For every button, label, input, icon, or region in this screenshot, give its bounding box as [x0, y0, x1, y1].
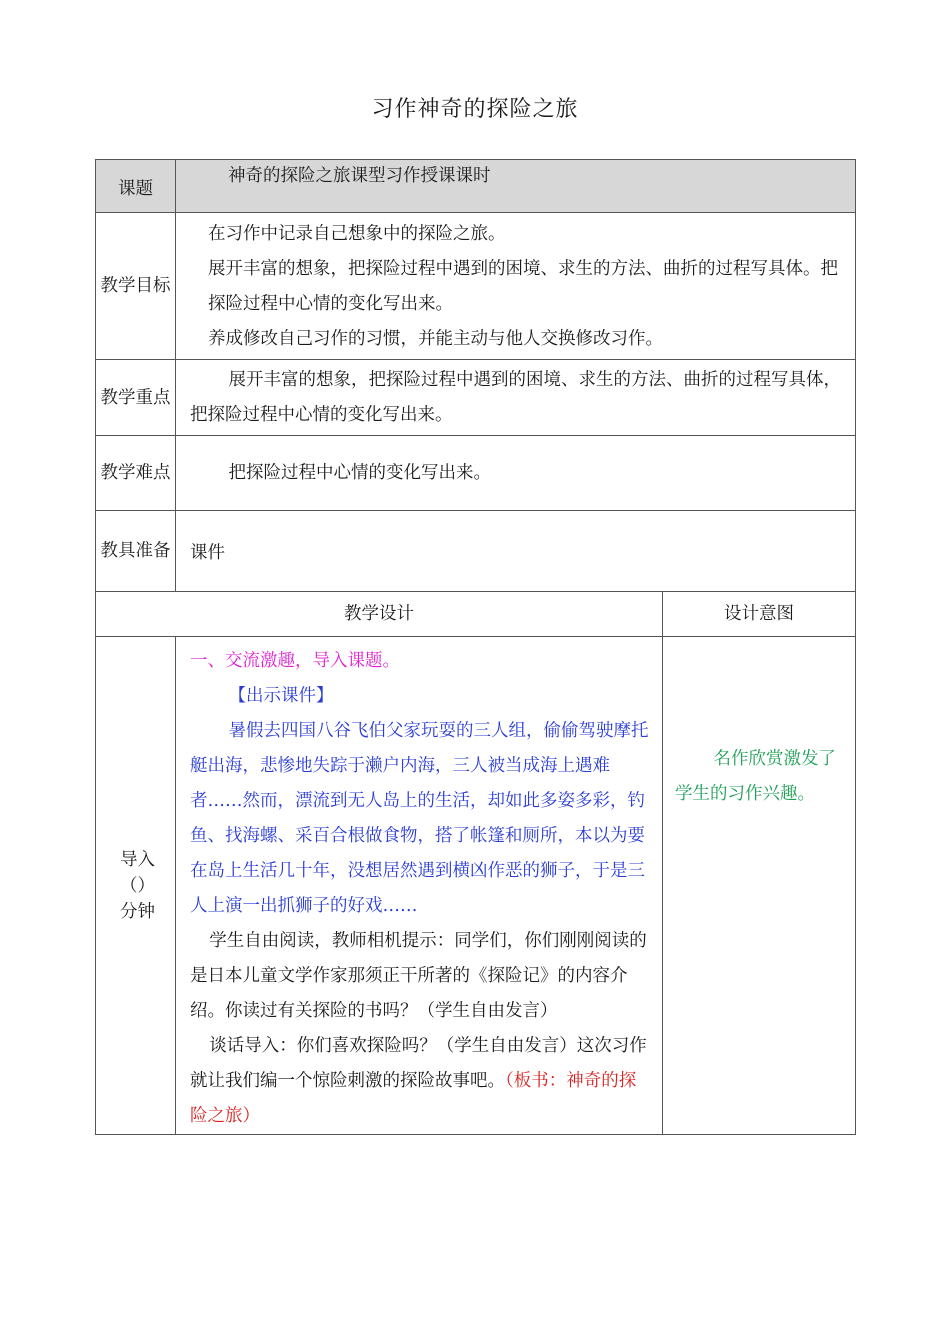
show-slide-note: 【出示课件】 — [228, 686, 334, 706]
design-header: 教学设计 — [96, 592, 663, 637]
difficulty-value: 把探险过程中心情的变化写出来。 — [176, 436, 856, 511]
topic-row — [96, 160, 856, 213]
key-points-value: 展开丰富的想象，把探险过程中遇到的困境、求生的方法、曲折的过程写具体，把探险过程中心情的变化写出来。 — [176, 360, 856, 436]
key-points-row — [96, 360, 856, 436]
board-note: （板书：神奇的探险之旅） — [190, 1071, 637, 1126]
topic-value: 神奇的探险之旅课型习作授课课时 — [176, 160, 856, 213]
intro-intent — [663, 637, 856, 1135]
intro-section-label: 导入（）分钟 — [96, 637, 176, 1135]
goals-row — [96, 213, 856, 360]
materials-row — [96, 511, 856, 592]
goal-item: 在习作中记录自己想象中的探险之旅。 — [208, 224, 506, 244]
key-points-label: 教学重点 — [96, 360, 176, 436]
difficulty-row — [96, 436, 856, 511]
intent-text: 名作欣赏激发了学生的习作兴趣。 — [675, 749, 836, 804]
goal-item: 养成修改自己习作的习惯，并能主动与他人交换修改习作。 — [208, 329, 663, 349]
reading-paragraph: 学生自由阅读，教师相机提示：同学们，你们刚刚阅读的是日本儿童文学作家那须正干所著的《探险记》的内容介绍。你读过有关探险的书吗？（学生自由发言） — [190, 931, 647, 1021]
design-header-row — [96, 592, 856, 637]
goal-item: 展开丰富的想象，把探险过程中遇到的困境、求生的方法、曲折的过程写具体。把探险过程中心情的变化写出来。 — [208, 259, 838, 314]
materials-value: 课件 — [176, 511, 856, 592]
talk-paragraph: 谈话导入：你们喜欢探险吗？（学生自由发言）这次习作就让我们编一个惊险刺激的探险故事吧。（板书：神奇的探险之旅） — [190, 1036, 647, 1126]
lesson-plan-table — [95, 159, 856, 1135]
intent-header: 设计意图 — [663, 592, 856, 637]
goals-label: 教学目标 — [96, 213, 176, 360]
difficulty-label: 教学难点 — [96, 436, 176, 511]
goals-value — [176, 213, 856, 360]
materials-label: 教具准备 — [96, 511, 176, 592]
section-heading: 一、交流激趣，导入课题。 — [190, 651, 400, 671]
topic-label: 课题 — [96, 160, 176, 213]
intro-row — [96, 637, 856, 1135]
page-title: 习作神奇的探险之旅 — [371, 97, 579, 122]
story-text: 暑假去四国八谷飞伯父家玩耍的三人组，偷偷驾驶摩托艇出海，悲惨地失踪于濑户内海，三人被当成海上遇难者……然而，漂流到无人岛上的生活，却如此多姿多彩，钓鱼、找海螺、采百合根做食物，搭了帐篷和厕所，本以为要在岛上生活几十年，没想居然遇到横凶作恶的狮子，于是三人上演一出抓狮子的好戏…… — [190, 721, 649, 916]
intro-content — [176, 637, 663, 1135]
